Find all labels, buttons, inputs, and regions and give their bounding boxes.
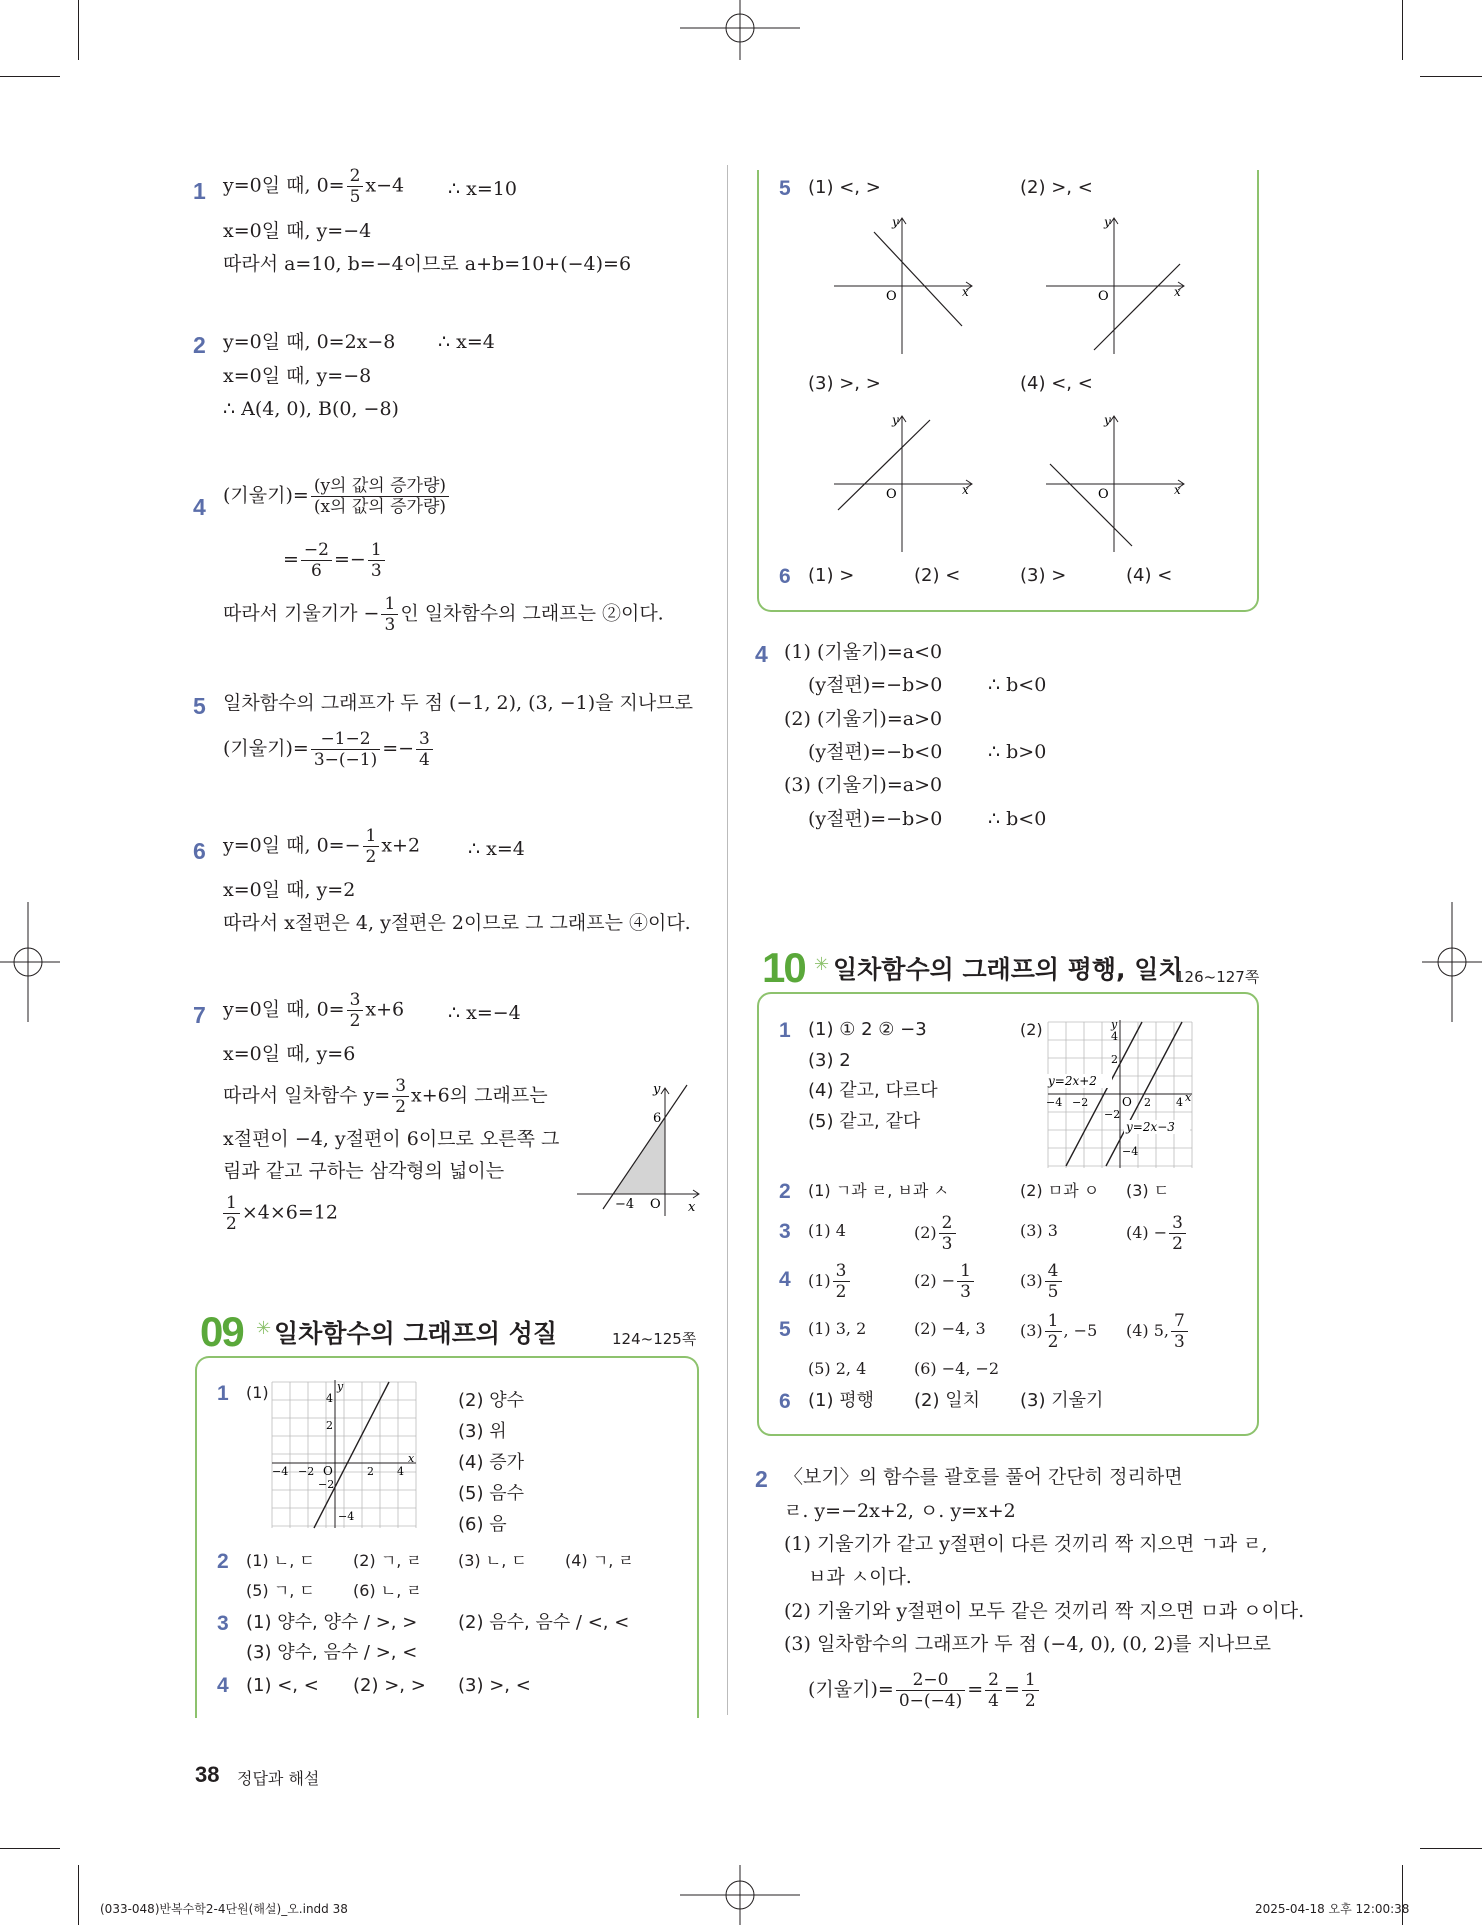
problem-conclusion: ∴ b<0 bbox=[988, 674, 1047, 696]
problem-number: 2 bbox=[217, 1550, 229, 1573]
answer-item: (3) 2 bbox=[808, 1050, 851, 1071]
answer-item: (4) 같고, 다르다 bbox=[808, 1080, 938, 1101]
crop-mark bbox=[1420, 76, 1482, 77]
sign-graph-3 bbox=[832, 410, 982, 554]
svg-text:2: 2 bbox=[367, 1465, 374, 1478]
crop-mark bbox=[1402, 0, 1403, 60]
problem-number: 4 bbox=[193, 494, 206, 520]
problem-line: (2) (기울기)=a>0 bbox=[784, 708, 943, 730]
answer-item: (1) <, < bbox=[246, 1675, 319, 1696]
answer-item: (3) > bbox=[1020, 565, 1067, 586]
answer-item: (1) $\frac{3}{2}$ bbox=[808, 1261, 852, 1302]
svg-text:2: 2 bbox=[1144, 1096, 1151, 1109]
problem-number: 4 bbox=[217, 1674, 229, 1697]
problem-conclusion: ∴ b>0 bbox=[988, 741, 1047, 763]
svg-text:4: 4 bbox=[1176, 1096, 1183, 1109]
answer-item: (1) ㄴ, ㄷ bbox=[246, 1551, 315, 1570]
answer-item: (2) >, > bbox=[353, 1675, 426, 1696]
tick-label: 6 bbox=[653, 1111, 662, 1126]
problem-number: 6 bbox=[193, 838, 206, 864]
answer-item: (2) >, < bbox=[1020, 177, 1093, 198]
sign-graph-4 bbox=[1044, 410, 1194, 554]
problem-conclusion: ∴ x=4 bbox=[438, 331, 495, 353]
problem-conclusion: ∴ x=−4 bbox=[448, 1002, 521, 1024]
page-number: 38 bbox=[195, 1762, 220, 1787]
section-title: 일차함수의 그래프의 성질 bbox=[274, 1319, 558, 1348]
answer-item: (4) 5, $\frac{7}{3}$ bbox=[1126, 1311, 1190, 1352]
problem-line: (1) 기울기가 같고 y절편이 다른 것끼리 짝 지으면 ㄱ과 ㄹ, bbox=[784, 1533, 1268, 1555]
svg-text:2: 2 bbox=[1111, 1053, 1118, 1066]
grid-graph bbox=[268, 1378, 420, 1532]
answer-item: (2) bbox=[1020, 1020, 1043, 1039]
sign-graph-2 bbox=[1044, 212, 1194, 356]
svg-text:O: O bbox=[323, 1464, 333, 1478]
problem-line: ∴ A(4, 0), B(0, −8) bbox=[223, 398, 399, 420]
crop-mark bbox=[78, 0, 79, 60]
svg-text:y: y bbox=[892, 215, 899, 229]
section-title: 일차함수의 그래프의 평행, 일치 bbox=[833, 955, 1183, 984]
section-number: 09 bbox=[200, 1308, 243, 1355]
registration-mark bbox=[1422, 902, 1482, 1022]
asterisk-icon: ✳ bbox=[256, 1318, 272, 1339]
file-info: (033-048)반복수학2-4단원(해설)_오.indd 38 bbox=[100, 1902, 348, 1916]
problem-line: y=0일 때, 0=− $\frac{1}{2}$ x+2 bbox=[223, 826, 421, 867]
svg-text:−4: −4 bbox=[1122, 1145, 1139, 1158]
problem-number: 2 bbox=[755, 1466, 768, 1492]
answer-item: (2) $\frac{2}{3}$ bbox=[914, 1213, 958, 1254]
answer-item: (3) >, < bbox=[458, 1675, 531, 1696]
problem-line: x=0일 때, y=−4 bbox=[223, 220, 372, 242]
problem-line: 따라서 일차함수 y= $\frac{3}{2}$ x+6의 그래프는 bbox=[223, 1076, 548, 1117]
answer-item: (6) −4, −2 bbox=[914, 1359, 1000, 1378]
answer-item: (3) $\frac{4}{5}$ bbox=[1020, 1261, 1064, 1302]
answer-item: (5) 같고, 같다 bbox=[808, 1111, 921, 1132]
answer-item: (2) ㄱ, ㄹ bbox=[353, 1551, 422, 1570]
problem-number: 3 bbox=[779, 1220, 791, 1243]
problem-conclusion: ∴ x=4 bbox=[468, 838, 525, 860]
registration-mark bbox=[0, 902, 60, 1022]
problem-line: 따라서 x절편은 4, y절편은 2이므로 그 그래프는 ④이다. bbox=[223, 912, 691, 934]
problem-number: 6 bbox=[779, 565, 791, 588]
crop-mark bbox=[1420, 1848, 1482, 1849]
svg-text:−4: −4 bbox=[1046, 1096, 1063, 1109]
problem-line: (기울기)= $\frac{2-0}{0-(-4)}$ = $\frac{2}{4}$ = $\frac{1}{2}$ bbox=[808, 1670, 1041, 1711]
answer-item: (2) ㅁ과 ㅇ bbox=[1020, 1181, 1100, 1200]
answer-item: (2) −4, 3 bbox=[914, 1319, 986, 1338]
svg-text:y: y bbox=[1104, 215, 1111, 229]
svg-text:y: y bbox=[337, 1380, 344, 1393]
problem-line: 따라서 a=10, b=−4이므로 a+b=10+(−4)=6 bbox=[223, 253, 632, 275]
problem-line: 〈보기〉의 함수를 괄호를 풀어 간단히 정리하면 bbox=[784, 1466, 1183, 1488]
answer-item: (2) − $\frac{1}{3}$ bbox=[914, 1261, 976, 1302]
problem-number: 5 bbox=[779, 1318, 791, 1341]
answer-item: (1) <, > bbox=[808, 177, 881, 198]
svg-text:4: 4 bbox=[397, 1465, 404, 1478]
problem-number: 4 bbox=[755, 641, 768, 667]
footer-label: 정답과 해설 bbox=[237, 1769, 320, 1788]
sign-graph-1 bbox=[832, 212, 982, 356]
answer-item: (1) bbox=[246, 1383, 269, 1402]
problem-number: 7 bbox=[193, 1002, 206, 1028]
problem-line: (3) (기울기)=a>0 bbox=[784, 774, 943, 796]
answer-item: (3) 3 bbox=[1020, 1221, 1058, 1240]
axis-label-y: y bbox=[653, 1082, 661, 1097]
problem-number: 2 bbox=[193, 332, 206, 358]
problem-line: 림과 같고 구하는 삼각형의 넓이는 bbox=[223, 1160, 505, 1182]
problem-line: (기울기)= $\frac{-1-2}{3-(-1)}$ =− $\frac{3}{4}$ bbox=[223, 729, 435, 770]
answer-item: (4) ㄱ, ㄹ bbox=[565, 1551, 634, 1570]
answer-item: (1) 3, 2 bbox=[808, 1319, 867, 1338]
svg-text:4: 4 bbox=[1111, 1030, 1118, 1043]
problem-line: = $\frac{-2}{6}$ =− $\frac{1}{3}$ bbox=[283, 540, 387, 581]
answer-item: (1) ㄱ과 ㄹ, ㅂ과 ㅅ bbox=[808, 1181, 949, 1200]
problem-number: 3 bbox=[217, 1612, 229, 1635]
problem-line: (기울기)= $\frac{\text{(y의 값의 증가량)}}{\text{(x의 값의 증가량)}}$ bbox=[223, 476, 451, 517]
svg-text:O: O bbox=[1098, 487, 1109, 502]
answer-item: (1) 4 bbox=[808, 1221, 846, 1240]
svg-text:x: x bbox=[1185, 1091, 1192, 1104]
crop-mark bbox=[0, 76, 60, 77]
problem-number: 2 bbox=[779, 1180, 791, 1203]
svg-text:O: O bbox=[1122, 1095, 1132, 1109]
svg-text:−2: −2 bbox=[298, 1465, 315, 1478]
problem-line: (y절편)=−b>0 bbox=[808, 674, 943, 696]
problem-line: 일차함수의 그래프가 두 점 (−1, 2), (3, −1)을 지나므로 bbox=[223, 692, 693, 714]
problem-number: 1 bbox=[779, 1019, 791, 1042]
svg-text:−2: −2 bbox=[1072, 1096, 1089, 1109]
problem-line: y=0일 때, 0=2x−8 bbox=[223, 331, 396, 353]
problem-number: 4 bbox=[779, 1268, 791, 1291]
problem-line: (3) 일차함수의 그래프가 두 점 (−4, 0), (0, 2)를 지나므로 bbox=[784, 1633, 1271, 1655]
section-pages: 126~127쪽 bbox=[1175, 968, 1260, 986]
svg-text:x: x bbox=[962, 285, 969, 299]
answer-item: (2) 일치 bbox=[914, 1390, 980, 1411]
asterisk-icon: ✳ bbox=[814, 954, 830, 975]
section-pages: 124~125쪽 bbox=[612, 1330, 697, 1348]
svg-text:−2: −2 bbox=[1104, 1108, 1121, 1121]
problem-line: (2) 기울기와 y절편이 모두 같은 것끼리 짝 지으면 ㅁ과 ㅇ이다. bbox=[784, 1600, 1305, 1622]
answer-item: (3) ㄷ bbox=[1126, 1181, 1170, 1200]
answer-item: (5) ㄱ, ㄷ bbox=[246, 1581, 315, 1600]
answer-item: (1) > bbox=[808, 565, 855, 586]
answer-item: (2) 양수 (3) 위 (4) 증가 (5) 음수 (6) 음 bbox=[458, 1390, 524, 1535]
tick-label: −4 bbox=[615, 1197, 635, 1212]
crop-mark bbox=[78, 1865, 79, 1925]
answer-item: (4) <, < bbox=[1020, 373, 1093, 394]
svg-text:−4: −4 bbox=[272, 1465, 289, 1478]
answer-item: (3) 기울기 bbox=[1020, 1390, 1104, 1411]
answer-item: (3) ㄴ, ㄷ bbox=[458, 1551, 527, 1570]
problem-conclusion: ∴ x=10 bbox=[448, 178, 517, 200]
problem-number: 5 bbox=[779, 177, 791, 200]
svg-text:O: O bbox=[886, 487, 897, 502]
problem-line: ㄹ. y=−2x+2, ㅇ. y=x+2 bbox=[784, 1500, 1016, 1522]
problem-line: $\frac{1}{2}$ ×4×6=12 bbox=[223, 1193, 338, 1234]
problem-line: x절편이 −4, y절편이 6이므로 오른쪽 그 bbox=[223, 1128, 560, 1150]
problem-line: x=0일 때, y=−8 bbox=[223, 365, 372, 387]
answer-item: (3) >, > bbox=[808, 373, 881, 394]
answer-item: (3) $\frac{1}{2}$ , −5 bbox=[1020, 1311, 1098, 1352]
problem-line: (1) (기울기)=a<0 bbox=[784, 641, 943, 663]
crop-mark bbox=[0, 1848, 60, 1849]
answer-item: (4) < bbox=[1126, 565, 1173, 586]
answer-item: (2) 음수, 음수 / <, < bbox=[458, 1612, 630, 1633]
registration-mark bbox=[680, 1865, 800, 1925]
registration-mark bbox=[680, 0, 800, 60]
answer-item: (2) < bbox=[914, 565, 961, 586]
svg-text:y=2x+2: y=2x+2 bbox=[1048, 1074, 1097, 1088]
answer-item: (5) 2, 4 bbox=[808, 1359, 867, 1378]
problem-conclusion: ∴ b<0 bbox=[988, 808, 1047, 830]
grid-graph bbox=[1044, 1018, 1196, 1172]
answer-item: (4) − $\frac{3}{2}$ bbox=[1126, 1213, 1188, 1254]
svg-text:y: y bbox=[892, 413, 899, 427]
problem-line: y=0일 때, 0= $\frac{3}{2}$ x+6 bbox=[223, 990, 405, 1031]
print-timestamp: 2025-04-18 오후 12:00:38 bbox=[1255, 1902, 1410, 1916]
problem-line: x=0일 때, y=6 bbox=[223, 1043, 356, 1065]
svg-text:−4: −4 bbox=[338, 1510, 355, 1523]
svg-text:4: 4 bbox=[326, 1392, 333, 1405]
svg-text:y=2x−3: y=2x−3 bbox=[1126, 1120, 1175, 1134]
svg-text:y: y bbox=[1111, 1018, 1118, 1031]
origin-label: O bbox=[650, 1197, 661, 1212]
triangle-graph bbox=[575, 1080, 705, 1220]
problem-number: 5 bbox=[193, 693, 206, 719]
problem-number: 1 bbox=[217, 1382, 229, 1405]
column-divider bbox=[727, 165, 728, 1715]
problem-line: (y절편)=−b<0 bbox=[808, 741, 943, 763]
answer-item: (3) 양수, 음수 / >, < bbox=[246, 1642, 418, 1663]
svg-text:x: x bbox=[408, 1452, 415, 1465]
answer-item: (6) ㄴ, ㄹ bbox=[353, 1581, 422, 1600]
svg-text:x: x bbox=[962, 483, 969, 497]
svg-text:O: O bbox=[1098, 289, 1109, 304]
problem-number: 6 bbox=[779, 1390, 791, 1413]
problem-line: ㅂ과 ㅅ이다. bbox=[808, 1566, 912, 1588]
svg-text:−2: −2 bbox=[318, 1478, 335, 1491]
answer-item: (1) 양수, 양수 / >, > bbox=[246, 1612, 418, 1633]
problem-line: 따라서 기울기가 − $\frac{1}{3}$ 인 일차함수의 그래프는 ②이다. bbox=[223, 594, 664, 635]
svg-text:x: x bbox=[1174, 483, 1181, 497]
section-number: 10 bbox=[762, 944, 805, 991]
problem-line: (y절편)=−b>0 bbox=[808, 808, 943, 830]
svg-text:x: x bbox=[1174, 285, 1181, 299]
answer-item: (1) ① 2 ② −3 bbox=[808, 1019, 927, 1040]
answer-item: (1) 평행 bbox=[808, 1390, 874, 1411]
problem-line: x=0일 때, y=2 bbox=[223, 879, 356, 901]
problem-line: y=0일 때, 0= $\frac{2}{5}$ x−4 bbox=[223, 166, 405, 207]
svg-text:y: y bbox=[1104, 413, 1111, 427]
svg-text:2: 2 bbox=[326, 1419, 333, 1432]
problem-number: 1 bbox=[193, 178, 206, 204]
svg-text:O: O bbox=[886, 289, 897, 304]
axis-label-x: x bbox=[688, 1200, 696, 1215]
